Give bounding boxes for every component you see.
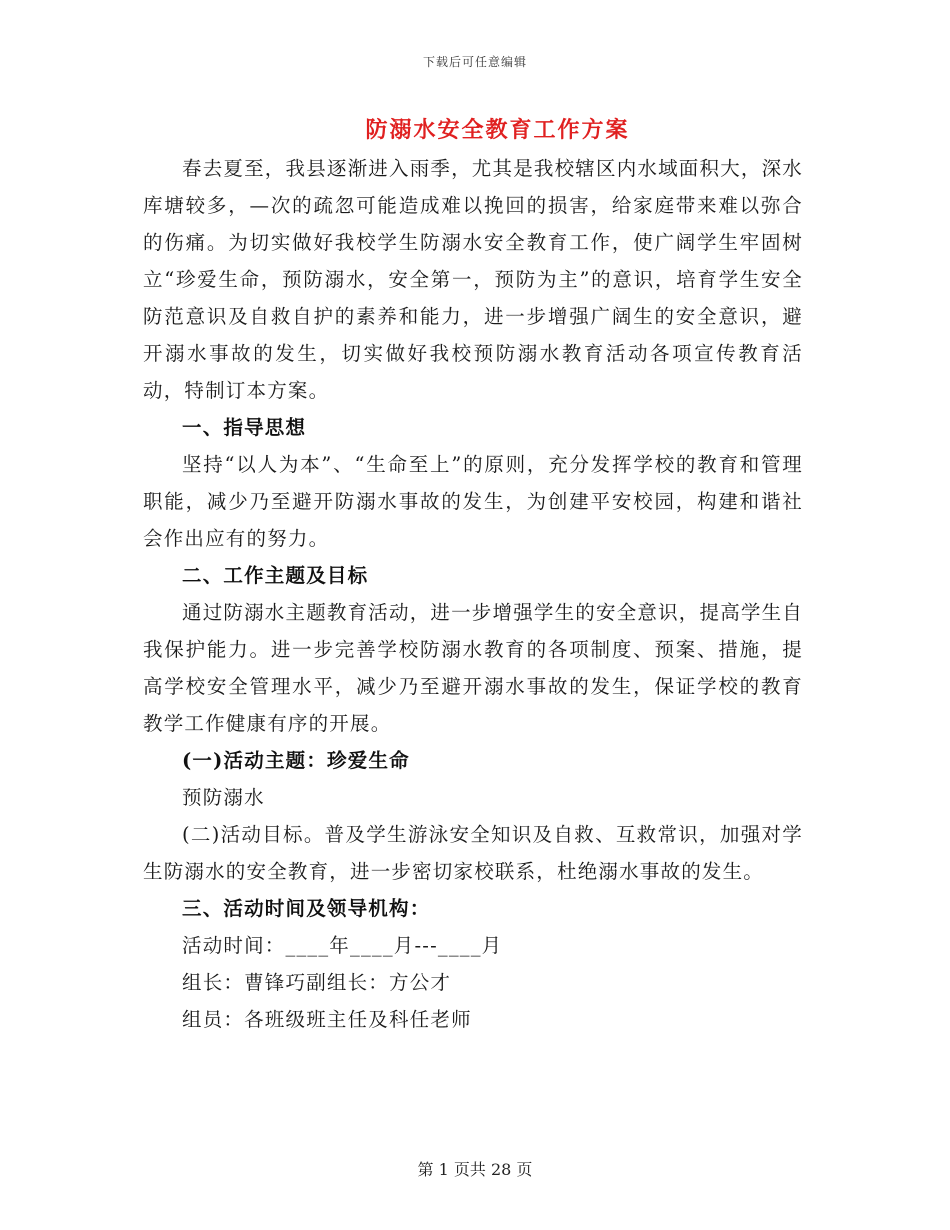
document-title: 防溺水安全教育工作方案 [365, 117, 630, 143]
intro-paragraph: 春去夏至，我县逐渐进入雨季，尤其是我校辖区内水域面积大，深水库塘较多，—次的疏忽可能造成难以挽回的损害，给家庭带来难以弥合的伤痛。为切实做好我校学生防溺水安全教育工作，使广阔学生牢固树立“珍爱生命，预防溺水，安全第一，预防为主”的意识，培育学生安全防范意识及自救自护的素养和能力，进一步增强广阔生的安全意识，避开溺水事故的发生，切实做好我校预防溺水教育活动各项宣传教育活动，特制订本方案。 [143, 157, 804, 402]
theme-goals-paragraph: 通过防溺水主题教育活动，进一步增强学生的安全意识，提高学生自我保护能力。进一步完善学校防溺水教育的各项制度、预案、措施，提高学校安全管理水平，减少乃至避开溺水事故的发生，保证学校的教育教学工作健康有序的开展。 [143, 601, 804, 735]
subheading-activity-theme: (一)活动主题：珍爱生命 [182, 749, 410, 772]
leader-line: 组长：曹锋巧副组长：方公才 [182, 971, 452, 994]
guiding-thought-paragraph: 坚持“以人为本”、“生命至上”的原则，充分发挥学校的教育和管理职能，减少乃至避开防溺水事故的发生，为创建平安校园，构建和谐社会作出应有的努力。 [143, 453, 803, 550]
activity-goals-paragraph: (二)活动目标。普及学生游泳安全知识及自救、互救常识，加强对学生防溺水的安全教育，进一步密切家校联系，杜绝溺水事故的发生。 [143, 823, 803, 883]
page-number: 第 1 页共 28 页 [417, 1160, 533, 1179]
members-line: 组员：各班级班主任及科任老师 [182, 1008, 472, 1031]
document-body [143, 150, 803, 1038]
section-heading-theme-goals: 二、工作主题及目标 [182, 564, 369, 587]
activity-theme-continuation: 预防溺水 [182, 786, 265, 809]
section-heading-time-leadership: 三、活动时间及领导机构： [182, 897, 431, 920]
activity-time-line: 活动时间：____年____月---____月 [182, 934, 503, 957]
section-heading-guiding-thought: 一、指导思想 [182, 416, 307, 439]
header-note: 下载后可任意编辑 [422, 55, 527, 69]
